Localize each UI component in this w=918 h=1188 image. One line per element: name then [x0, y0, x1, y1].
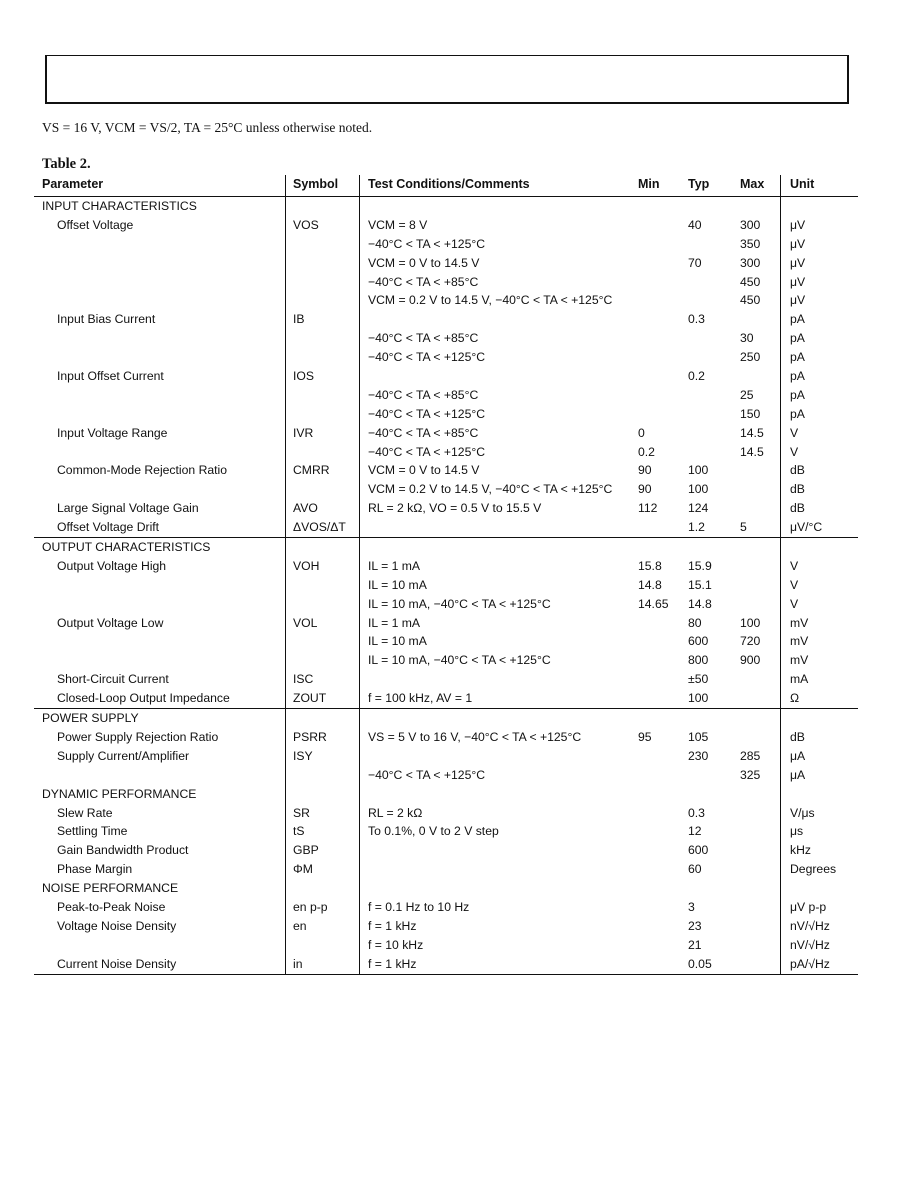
cell-typ: 230	[688, 748, 709, 763]
cell-parameter: Current Noise Density	[57, 956, 177, 971]
cell-unit: kHz	[790, 843, 811, 858]
cell-typ: 70	[688, 255, 702, 270]
cell-typ: 80	[688, 615, 702, 630]
cell-unit: Degrees	[790, 862, 837, 877]
cell-unit: pA	[790, 331, 805, 346]
cell-max: 14.5	[740, 444, 764, 459]
table-row	[34, 689, 858, 708]
cell-parameter: Phase Margin	[57, 862, 133, 877]
cell-symbol: AVO	[293, 501, 318, 516]
table-row	[34, 898, 858, 917]
cell-unit: μV	[790, 217, 806, 232]
header-symbol: Symbol	[293, 177, 339, 191]
cell-unit: pA	[790, 350, 805, 365]
cell-parameter: Common-Mode Rejection Ratio	[57, 463, 228, 478]
cell-unit: pA	[790, 312, 805, 327]
section-header-row	[34, 785, 858, 804]
cell-typ: 1.2	[688, 520, 705, 535]
cell-typ: 40	[688, 217, 702, 232]
cell-max: 14.5	[740, 425, 764, 440]
column-divider	[285, 175, 286, 974]
cell-max: 150	[740, 406, 761, 421]
cell-conditions: VCM = 0.2 V to 14.5 V, −40°C < TA < +125°C	[368, 293, 613, 308]
header-parameter: Parameter	[42, 177, 104, 191]
cell-max: 285	[740, 748, 761, 763]
cell-conditions: IL = 1 mA	[368, 558, 421, 573]
cell-typ: 124	[688, 501, 709, 516]
table-row	[34, 424, 858, 443]
cell-conditions: −40°C < TA < +85°C	[368, 331, 479, 346]
test-conditions-note: VS = 16 V, VCM = VS/2, TA = 25°C unless otherwise noted.	[42, 120, 373, 135]
table-row	[34, 235, 858, 254]
table-row	[34, 614, 858, 633]
cell-parameter: Gain Bandwidth Product	[57, 843, 189, 858]
cell-min: 15.8	[638, 558, 662, 573]
cell-parameter: Supply Current/Amplifier	[57, 748, 190, 763]
cell-unit: pA	[790, 406, 805, 421]
cell-typ: 800	[688, 653, 709, 668]
cell-symbol: ISY	[293, 748, 313, 763]
cell-parameter: Output Voltage High	[57, 558, 167, 573]
cell-unit: μV p-p	[790, 899, 827, 914]
table-row	[34, 822, 858, 841]
table-row	[34, 291, 858, 310]
cell-max: 100	[740, 615, 761, 630]
cell-unit: nV/√Hz	[790, 918, 830, 933]
table-row	[34, 405, 858, 424]
specifications-table	[34, 175, 858, 975]
cell-parameter: Input Offset Current	[57, 369, 164, 384]
cell-symbol: IVR	[293, 425, 314, 440]
cell-symbol: ΦM	[293, 862, 313, 877]
cell-typ: 100	[688, 463, 709, 478]
cell-conditions: −40°C < TA < +85°C	[368, 274, 479, 289]
cell-min: 0	[638, 425, 645, 440]
section-header-row	[34, 537, 858, 557]
cell-unit: V	[790, 444, 799, 459]
table-row	[34, 310, 858, 329]
cell-conditions: To 0.1%, 0 V to 2 V step	[368, 824, 499, 839]
cell-conditions: f = 100 kHz, AV = 1	[368, 691, 473, 706]
cell-unit: mV	[790, 634, 809, 649]
cell-max: 30	[740, 331, 754, 346]
header-unit: Unit	[790, 177, 815, 191]
cell-symbol: en p-p	[293, 899, 328, 914]
cell-typ: 12	[688, 824, 702, 839]
cell-parameter: NOISE PERFORMANCE	[42, 881, 179, 896]
cell-typ: 21	[688, 937, 702, 952]
table-row	[34, 386, 858, 405]
cell-min: 0.2	[638, 444, 655, 459]
cell-unit: pA	[790, 369, 805, 384]
table-row	[34, 651, 858, 670]
cell-conditions: f = 0.1 Hz to 10 Hz	[368, 899, 470, 914]
cell-unit: μA	[790, 748, 806, 763]
cell-typ: 3	[688, 899, 695, 914]
cell-conditions: −40°C < TA < +125°C	[368, 350, 486, 365]
cell-parameter: Short-Circuit Current	[57, 672, 169, 687]
cell-unit: μV	[790, 255, 806, 270]
cell-unit: mA	[790, 672, 809, 687]
header-max: Max	[740, 177, 765, 191]
header-conditions: Test Conditions/Comments	[368, 177, 530, 191]
cell-conditions: VCM = 0 V to 14.5 V	[368, 255, 480, 270]
cell-conditions: IL = 10 mA, −40°C < TA < +125°C	[368, 653, 551, 668]
cell-parameter: Settling Time	[57, 824, 128, 839]
cell-parameter: Peak-to-Peak Noise	[57, 899, 166, 914]
cell-typ: 0.05	[688, 956, 712, 971]
table-row	[34, 216, 858, 235]
cell-conditions: −40°C < TA < +85°C	[368, 425, 479, 440]
cell-symbol: GBP	[293, 843, 319, 858]
cell-symbol: PSRR	[293, 729, 327, 744]
cell-parameter: Input Bias Current	[57, 312, 156, 327]
cell-symbol: ZOUT	[293, 691, 327, 706]
cell-typ: 0.2	[688, 369, 705, 384]
cell-min: 95	[638, 729, 652, 744]
table-row	[34, 841, 858, 860]
cell-symbol: VOL	[293, 615, 318, 630]
cell-min: 90	[638, 482, 652, 497]
table-row	[34, 860, 858, 879]
cell-conditions: −40°C < TA < +85°C	[368, 387, 479, 402]
cell-conditions: IL = 10 mA	[368, 577, 427, 592]
cell-typ: 600	[688, 843, 709, 858]
cell-max: 720	[740, 634, 761, 649]
cell-symbol: IB	[293, 312, 305, 327]
cell-max: 450	[740, 293, 761, 308]
cell-parameter: DYNAMIC PERFORMANCE	[42, 786, 197, 801]
cell-unit: μs	[790, 824, 804, 839]
cell-parameter: Output Voltage Low	[57, 615, 164, 630]
table-row	[34, 499, 858, 518]
cell-conditions: −40°C < TA < +125°C	[368, 406, 486, 421]
table-row	[34, 443, 858, 462]
cell-conditions: VCM = 8 V	[368, 217, 428, 232]
cell-conditions: −40°C < TA < +125°C	[368, 444, 486, 459]
cell-unit: dB	[790, 729, 805, 744]
cell-conditions: VCM = 0 V to 14.5 V	[368, 463, 480, 478]
table-row	[34, 518, 858, 537]
cell-unit: V/μs	[790, 805, 815, 820]
section-header-row	[34, 708, 858, 728]
cell-unit: dB	[790, 501, 805, 516]
cell-max: 300	[740, 217, 761, 232]
cell-parameter: Slew Rate	[57, 805, 113, 820]
cell-conditions: RL = 2 kΩ	[368, 805, 423, 820]
cell-unit: μV	[790, 293, 806, 308]
cell-typ: 0.3	[688, 805, 705, 820]
cell-conditions: VS = 5 V to 16 V, −40°C < TA < +125°C	[368, 729, 582, 744]
cell-max: 5	[740, 520, 747, 535]
table-row	[34, 480, 858, 499]
cell-unit: pA	[790, 387, 805, 402]
cell-typ: 15.1	[688, 577, 712, 592]
table-row	[34, 367, 858, 386]
cell-typ: ±50	[688, 672, 709, 687]
cell-symbol: ΔVOS/ΔT	[293, 520, 346, 535]
cell-min: 14.65	[638, 596, 669, 611]
table-row	[34, 670, 858, 689]
cell-conditions: IL = 10 mA, −40°C < TA < +125°C	[368, 596, 551, 611]
cell-parameter: Offset Voltage	[57, 217, 134, 232]
section-header-row	[34, 197, 858, 216]
cell-max: 325	[740, 767, 761, 782]
table-row	[34, 576, 858, 595]
cell-min: 90	[638, 463, 652, 478]
cell-symbol: ISC	[293, 672, 314, 687]
cell-parameter: Offset Voltage Drift	[57, 520, 160, 535]
cell-typ: 15.9	[688, 558, 712, 573]
table-row	[34, 728, 858, 747]
cell-parameter: Input Voltage Range	[57, 425, 168, 440]
column-divider	[359, 175, 360, 974]
table-body	[34, 197, 858, 975]
table-row	[34, 461, 858, 480]
cell-typ: 105	[688, 729, 709, 744]
cell-min: 112	[638, 501, 658, 516]
cell-typ: 100	[688, 691, 709, 706]
cell-unit: dB	[790, 482, 805, 497]
cell-parameter: OUTPUT CHARACTERISTICS	[42, 540, 211, 555]
cell-conditions: IL = 10 mA	[368, 634, 427, 649]
cell-conditions: f = 1 kHz	[368, 956, 417, 971]
cell-parameter: Large Signal Voltage Gain	[57, 501, 199, 516]
cell-symbol: VOH	[293, 558, 320, 573]
table-row	[34, 595, 858, 614]
table-row	[34, 348, 858, 367]
cell-conditions: RL = 2 kΩ, VO = 0.5 V to 15.5 V	[368, 501, 542, 516]
cell-symbol: IOS	[293, 369, 314, 384]
cell-conditions: IL = 1 mA	[368, 615, 421, 630]
cell-unit: dB	[790, 463, 805, 478]
cell-symbol: tS	[293, 824, 305, 839]
cell-unit: μA	[790, 767, 806, 782]
cell-conditions: −40°C < TA < +125°C	[368, 767, 486, 782]
cell-symbol: in	[293, 956, 303, 971]
table-row	[34, 766, 858, 785]
cell-conditions: f = 1 kHz	[368, 918, 417, 933]
section-header-row	[34, 879, 858, 898]
table-row	[34, 632, 858, 651]
cell-unit: V	[790, 577, 799, 592]
cell-max: 900	[740, 653, 761, 668]
table-row	[34, 747, 858, 766]
cell-symbol: SR	[293, 805, 310, 820]
cell-unit: V	[790, 558, 799, 573]
cell-max: 300	[740, 255, 761, 270]
cell-unit: nV/√Hz	[790, 937, 830, 952]
cell-unit: mV	[790, 615, 809, 630]
cell-unit: μV	[790, 236, 806, 251]
cell-unit: Ω	[790, 691, 800, 706]
cell-symbol: CMRR	[293, 463, 330, 478]
header-box	[45, 55, 849, 104]
header-typ: Typ	[688, 177, 710, 191]
header-min: Min	[638, 177, 660, 191]
cell-parameter: Voltage Noise Density	[57, 918, 177, 933]
cell-conditions: −40°C < TA < +125°C	[368, 236, 486, 251]
cell-parameter: POWER SUPPLY	[42, 711, 139, 726]
cell-symbol: en	[293, 918, 307, 933]
cell-typ: 23	[688, 918, 702, 933]
cell-unit: pA/√Hz	[790, 956, 830, 971]
table-row	[34, 936, 858, 955]
cell-typ: 0.3	[688, 312, 705, 327]
table-title: Table 2.	[42, 156, 91, 172]
cell-unit: μV/°C	[790, 520, 823, 535]
table-header-row	[34, 175, 858, 197]
table-row	[34, 917, 858, 936]
column-divider	[780, 175, 781, 974]
cell-parameter: Closed-Loop Output Impedance	[57, 691, 230, 706]
cell-typ: 100	[688, 482, 709, 497]
cell-typ: 14.8	[688, 596, 712, 611]
table-row	[34, 955, 858, 975]
cell-parameter: INPUT CHARACTERISTICS	[42, 199, 197, 213]
cell-typ: 600	[688, 634, 709, 649]
cell-unit: μV	[790, 274, 806, 289]
table-row	[34, 273, 858, 292]
table-row	[34, 329, 858, 348]
cell-unit: V	[790, 596, 799, 611]
cell-max: 450	[740, 274, 761, 289]
cell-typ: 60	[688, 862, 702, 877]
cell-unit: V	[790, 425, 799, 440]
cell-max: 25	[740, 387, 754, 402]
cell-max: 350	[740, 236, 761, 251]
cell-conditions: VCM = 0.2 V to 14.5 V, −40°C < TA < +125°C	[368, 482, 613, 497]
table-row	[34, 254, 858, 273]
table-row	[34, 557, 858, 576]
cell-symbol: VOS	[293, 217, 319, 232]
cell-parameter: Power Supply Rejection Ratio	[57, 729, 219, 744]
table-row	[34, 804, 858, 823]
cell-max: 250	[740, 350, 761, 365]
cell-min: 14.8	[638, 577, 662, 592]
cell-conditions: f = 10 kHz	[368, 937, 424, 952]
cell-unit: mV	[790, 653, 809, 668]
